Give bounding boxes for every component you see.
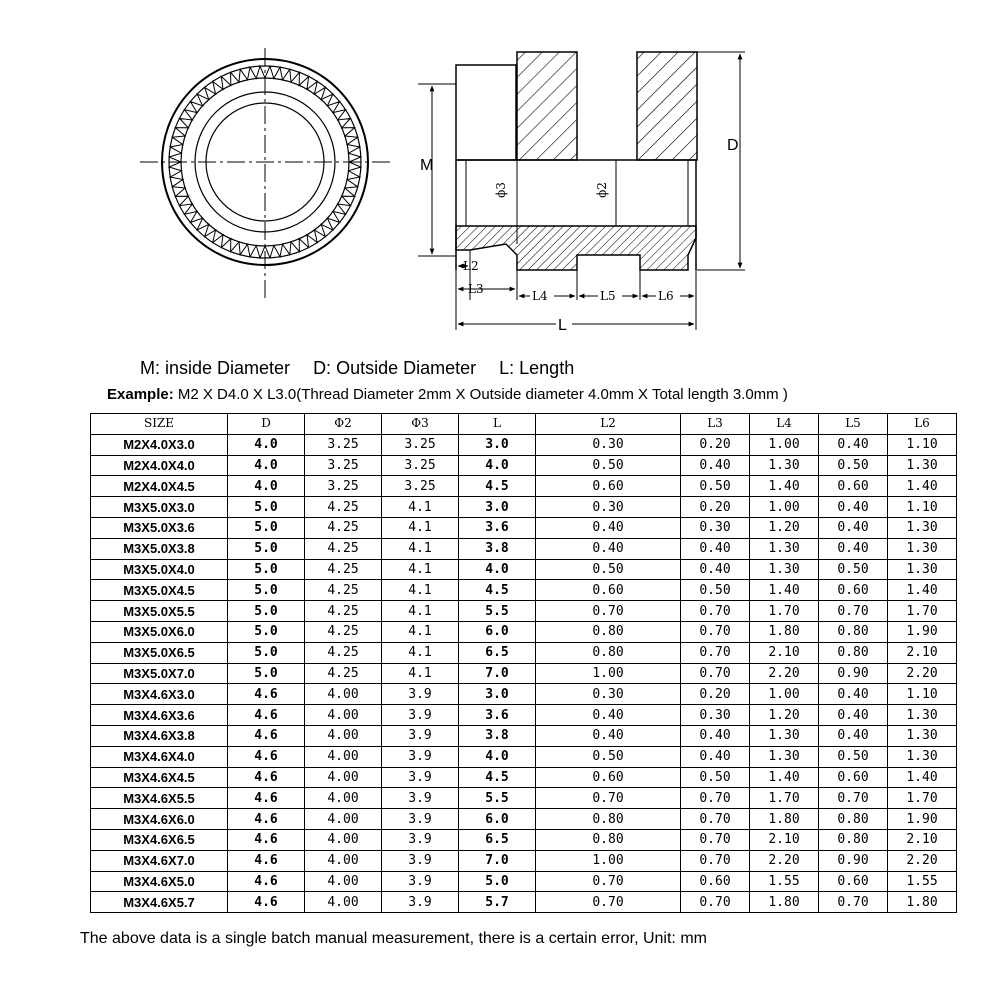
table-cell: 0.60 — [819, 476, 888, 497]
table-cell: 1.30 — [888, 455, 957, 476]
table-cell: 0.40 — [681, 559, 750, 580]
table-cell: 1.00 — [536, 663, 681, 684]
column-header: L6 — [888, 414, 957, 435]
table-cell: 0.70 — [536, 892, 681, 913]
table-cell: 0.60 — [536, 476, 681, 497]
table-row — [91, 455, 957, 476]
table-cell: M3X5.0X7.0 — [91, 663, 228, 684]
table-row — [91, 788, 957, 809]
table-cell: 2.10 — [888, 642, 957, 663]
table-cell: 1.30 — [750, 455, 819, 476]
legend — [140, 358, 592, 379]
table-body — [91, 434, 957, 912]
table-cell: 1.30 — [888, 725, 957, 746]
table-cell: 5.0 — [228, 663, 305, 684]
table-cell: 2.20 — [750, 850, 819, 871]
table-cell: 4.6 — [228, 788, 305, 809]
column-header: L3 — [681, 414, 750, 435]
table-cell: 0.60 — [536, 767, 681, 788]
table-cell: 0.40 — [819, 434, 888, 455]
table-cell: 3.6 — [459, 517, 536, 538]
table-cell: 0.40 — [819, 538, 888, 559]
table-cell: M3X4.6X3.8 — [91, 725, 228, 746]
table-cell: 6.5 — [459, 642, 536, 663]
table-cell: 3.25 — [382, 455, 459, 476]
table-cell: 3.8 — [459, 538, 536, 559]
table-cell: 0.20 — [681, 684, 750, 705]
M-label: M — [420, 157, 434, 174]
column-header: L — [459, 414, 536, 435]
table-cell: 1.80 — [750, 892, 819, 913]
table-cell: 1.20 — [750, 517, 819, 538]
table-cell: 7.0 — [459, 663, 536, 684]
table-cell: 0.30 — [681, 705, 750, 726]
table-cell: 4.6 — [228, 850, 305, 871]
table-row — [91, 767, 957, 788]
table-cell: 4.6 — [228, 829, 305, 850]
column-header: L4 — [750, 414, 819, 435]
table-cell: 1.55 — [888, 871, 957, 892]
table-cell: 1.40 — [888, 767, 957, 788]
table-cell: 0.40 — [681, 746, 750, 767]
table-cell: 6.0 — [459, 809, 536, 830]
table-cell: 0.60 — [819, 767, 888, 788]
table-cell: 1.90 — [888, 809, 957, 830]
table-cell: 4.5 — [459, 767, 536, 788]
table-row — [91, 871, 957, 892]
table-cell: 1.40 — [750, 767, 819, 788]
table-cell: 2.20 — [888, 663, 957, 684]
table-cell: 1.30 — [750, 746, 819, 767]
table-cell: 0.40 — [819, 725, 888, 746]
table-cell: 0.60 — [681, 871, 750, 892]
table-cell: 6.5 — [459, 829, 536, 850]
table-cell: 4.25 — [305, 497, 382, 518]
table-cell: 0.70 — [681, 892, 750, 913]
table-row — [91, 601, 957, 622]
table-cell: 1.30 — [888, 538, 957, 559]
table-cell: 2.10 — [750, 829, 819, 850]
table-cell: 5.0 — [228, 497, 305, 518]
table-cell: 4.00 — [305, 767, 382, 788]
table-cell: 3.8 — [459, 725, 536, 746]
table-cell: 3.25 — [305, 434, 382, 455]
table-cell: M3X5.0X6.0 — [91, 621, 228, 642]
table-cell: 4.1 — [382, 642, 459, 663]
table-cell: 0.60 — [819, 871, 888, 892]
table-cell: 4.1 — [382, 601, 459, 622]
table-cell: 0.30 — [536, 434, 681, 455]
table-cell: 4.6 — [228, 892, 305, 913]
legend-m: M: inside Diameter — [140, 358, 291, 378]
table-cell: 0.70 — [681, 642, 750, 663]
table-cell: 4.25 — [305, 517, 382, 538]
table-cell: 0.80 — [536, 621, 681, 642]
table-cell: 1.30 — [750, 725, 819, 746]
table-cell: M3X4.6X5.5 — [91, 788, 228, 809]
table-cell: 0.30 — [681, 517, 750, 538]
table-cell: 4.25 — [305, 663, 382, 684]
table-cell: 1.80 — [888, 892, 957, 913]
table-cell: 4.00 — [305, 684, 382, 705]
table-row — [91, 580, 957, 601]
table-cell: M3X5.0X3.6 — [91, 517, 228, 538]
table-cell: 0.50 — [819, 559, 888, 580]
table-cell: 1.30 — [888, 517, 957, 538]
table-cell: 3.0 — [459, 434, 536, 455]
table-row — [91, 517, 957, 538]
L4-label: L4 — [532, 289, 548, 303]
table-cell: 4.25 — [305, 580, 382, 601]
table-cell: 4.0 — [228, 476, 305, 497]
table-cell: 4.0 — [459, 559, 536, 580]
phi2-label: ϕ2 — [595, 182, 609, 198]
column-header: Φ3 — [382, 414, 459, 435]
table-cell: M3X4.6X3.0 — [91, 684, 228, 705]
example-label: Example: — [107, 386, 174, 403]
table-cell: M3X4.6X4.0 — [91, 746, 228, 767]
hatched-bottom-web — [456, 226, 696, 270]
table-cell: 5.0 — [459, 871, 536, 892]
spec-table — [90, 413, 957, 913]
example-text: M2 X D4.0 X L3.0(Thread Diameter 2mm X Outside diameter 4.0mm X Total length 3.0mm ) — [173, 386, 788, 403]
table-cell: 4.25 — [305, 642, 382, 663]
table-cell: 1.70 — [750, 601, 819, 622]
table-cell: 4.0 — [459, 746, 536, 767]
table-cell: 1.90 — [888, 621, 957, 642]
table-cell: 3.6 — [459, 705, 536, 726]
table-row — [91, 559, 957, 580]
L2-label: L2 — [463, 259, 479, 273]
table-cell: 4.1 — [382, 663, 459, 684]
table-row — [91, 621, 957, 642]
table-cell: 4.1 — [382, 497, 459, 518]
table-cell: 0.40 — [536, 725, 681, 746]
table-cell: 1.70 — [888, 601, 957, 622]
table-row — [91, 892, 957, 913]
table-cell: 4.1 — [382, 538, 459, 559]
table-cell: 5.5 — [459, 788, 536, 809]
table-row — [91, 809, 957, 830]
table-cell: M2X4.0X4.0 — [91, 455, 228, 476]
table-cell: M3X5.0X4.0 — [91, 559, 228, 580]
table-cell: 1.10 — [888, 497, 957, 518]
table-cell: 5.7 — [459, 892, 536, 913]
table-cell: 1.70 — [888, 788, 957, 809]
table-cell: 0.20 — [681, 497, 750, 518]
table-cell: 0.50 — [681, 580, 750, 601]
L-label: L — [558, 317, 567, 334]
table-row — [91, 705, 957, 726]
table-cell: 4.25 — [305, 621, 382, 642]
table-row — [91, 642, 957, 663]
table-cell: 4.00 — [305, 725, 382, 746]
flange-outline — [456, 65, 516, 160]
table-cell: 4.0 — [459, 455, 536, 476]
table-cell: M3X4.6X7.0 — [91, 850, 228, 871]
table-cell: 0.20 — [681, 434, 750, 455]
table-cell: 2.20 — [750, 663, 819, 684]
table-row — [91, 538, 957, 559]
table-cell: 3.9 — [382, 809, 459, 830]
legend-d: D: Outside Diameter — [313, 358, 477, 378]
table-header-row — [91, 414, 957, 435]
table-cell: 0.70 — [536, 788, 681, 809]
table-cell: 0.70 — [681, 621, 750, 642]
table-cell: 1.10 — [888, 434, 957, 455]
table-cell: 4.0 — [228, 434, 305, 455]
table-cell: 0.80 — [819, 642, 888, 663]
table-cell: 5.0 — [228, 621, 305, 642]
table-cell: 3.25 — [382, 434, 459, 455]
table-cell: 0.40 — [536, 538, 681, 559]
section-view — [418, 52, 745, 334]
table-cell: 4.00 — [305, 871, 382, 892]
table-cell: 5.0 — [228, 538, 305, 559]
table-cell: 4.5 — [459, 580, 536, 601]
table-row — [91, 829, 957, 850]
table-cell: 0.70 — [681, 601, 750, 622]
table-cell: 0.40 — [536, 517, 681, 538]
table-cell: 0.40 — [819, 517, 888, 538]
table-cell: 1.80 — [750, 809, 819, 830]
table-cell: 0.70 — [681, 850, 750, 871]
table-cell: 3.25 — [305, 476, 382, 497]
table-cell: 0.70 — [536, 871, 681, 892]
table-cell: 3.9 — [382, 767, 459, 788]
table-cell: 4.00 — [305, 850, 382, 871]
table-cell: 0.50 — [681, 476, 750, 497]
table-cell: 4.25 — [305, 538, 382, 559]
table-cell: 0.30 — [536, 497, 681, 518]
table-cell: 4.6 — [228, 725, 305, 746]
table-cell: M3X4.6X6.5 — [91, 829, 228, 850]
table-cell: 0.70 — [536, 601, 681, 622]
column-header: SIZE — [91, 414, 228, 435]
table-cell: 1.30 — [888, 746, 957, 767]
table-cell: 5.0 — [228, 601, 305, 622]
table-cell: 5.0 — [228, 580, 305, 601]
legend-l: L: Length — [499, 358, 575, 378]
end-view — [140, 48, 390, 300]
table-cell: 4.6 — [228, 871, 305, 892]
table-cell: M3X5.0X3.8 — [91, 538, 228, 559]
phi3-label: ϕ3 — [494, 182, 508, 198]
table-cell: 1.30 — [888, 705, 957, 726]
table-cell: 1.55 — [750, 871, 819, 892]
table-cell: 2.10 — [750, 642, 819, 663]
table-cell: 0.70 — [819, 601, 888, 622]
table-cell: 4.6 — [228, 746, 305, 767]
table-cell: 3.9 — [382, 684, 459, 705]
table-cell: 3.9 — [382, 850, 459, 871]
table-cell: 2.20 — [888, 850, 957, 871]
table-cell: M3X4.6X4.5 — [91, 767, 228, 788]
table-cell: 0.50 — [536, 559, 681, 580]
example-line — [107, 386, 788, 403]
table-cell: 0.40 — [819, 684, 888, 705]
table-cell: 4.00 — [305, 829, 382, 850]
L5-label: L5 — [600, 289, 616, 303]
table-cell: 4.1 — [382, 517, 459, 538]
column-header: L5 — [819, 414, 888, 435]
table-cell: 1.00 — [750, 434, 819, 455]
table-row — [91, 476, 957, 497]
table-cell: 4.00 — [305, 892, 382, 913]
table-row — [91, 850, 957, 871]
table-cell: 5.5 — [459, 601, 536, 622]
table-cell: 1.70 — [750, 788, 819, 809]
L6-label: L6 — [658, 289, 674, 303]
table-cell: 0.70 — [819, 788, 888, 809]
table-cell: 0.70 — [681, 663, 750, 684]
table-cell: 0.50 — [536, 746, 681, 767]
column-header: D — [228, 414, 305, 435]
table-cell: 1.00 — [536, 850, 681, 871]
table-cell: 4.5 — [459, 476, 536, 497]
table-cell: 1.20 — [750, 705, 819, 726]
table-cell: 3.9 — [382, 705, 459, 726]
table-cell: M3X4.6X3.6 — [91, 705, 228, 726]
table-cell: 3.9 — [382, 892, 459, 913]
table-row — [91, 746, 957, 767]
table-cell: 1.30 — [888, 559, 957, 580]
table-cell: M3X5.0X5.5 — [91, 601, 228, 622]
table-cell: 3.9 — [382, 788, 459, 809]
table-cell: 0.80 — [819, 829, 888, 850]
hatched-block-left — [517, 52, 577, 160]
table-cell: 4.6 — [228, 705, 305, 726]
table-cell: M2X4.0X4.5 — [91, 476, 228, 497]
table-cell: 0.40 — [681, 538, 750, 559]
table-cell: 0.80 — [819, 809, 888, 830]
table-cell: 0.40 — [681, 455, 750, 476]
D-label: D — [727, 137, 739, 154]
table-cell: 3.9 — [382, 871, 459, 892]
table-cell: 0.80 — [819, 621, 888, 642]
table-cell: 1.10 — [888, 684, 957, 705]
table-cell: 3.9 — [382, 829, 459, 850]
table-cell: M3X4.6X6.0 — [91, 809, 228, 830]
table-cell: 1.40 — [750, 476, 819, 497]
table-cell: 3.25 — [382, 476, 459, 497]
table-row — [91, 684, 957, 705]
table-cell: 1.40 — [750, 580, 819, 601]
table-cell: M3X5.0X3.0 — [91, 497, 228, 518]
table-cell: 4.25 — [305, 559, 382, 580]
table-cell: 2.10 — [888, 829, 957, 850]
table-cell: 0.80 — [536, 809, 681, 830]
table-row — [91, 663, 957, 684]
table-cell: 4.6 — [228, 767, 305, 788]
table-cell: 1.30 — [750, 559, 819, 580]
table-cell: 4.0 — [228, 455, 305, 476]
table-cell: 1.00 — [750, 684, 819, 705]
footnote: The above data is a single batch manual measurement, there is a certain error, Unit: mm — [80, 930, 707, 947]
table-cell: 4.00 — [305, 788, 382, 809]
table-cell: 0.80 — [536, 642, 681, 663]
table-cell: 0.40 — [819, 705, 888, 726]
table-cell: 3.25 — [305, 455, 382, 476]
table-cell: 7.0 — [459, 850, 536, 871]
table-cell: 4.25 — [305, 601, 382, 622]
table-cell: 0.40 — [681, 725, 750, 746]
table-cell: 1.40 — [888, 476, 957, 497]
table-cell: 6.0 — [459, 621, 536, 642]
table-cell: 4.6 — [228, 809, 305, 830]
hatched-block-right — [637, 52, 697, 160]
table-cell: 0.60 — [819, 580, 888, 601]
table-cell: 0.70 — [681, 829, 750, 850]
table-cell: 4.1 — [382, 621, 459, 642]
table-cell: 1.80 — [750, 621, 819, 642]
table-cell: 1.40 — [888, 580, 957, 601]
table-cell: 0.40 — [536, 705, 681, 726]
table-cell: M3X5.0X4.5 — [91, 580, 228, 601]
table-cell: 0.70 — [681, 788, 750, 809]
table-cell: M3X4.6X5.0 — [91, 871, 228, 892]
table-cell: 0.70 — [819, 892, 888, 913]
table-cell: 5.0 — [228, 517, 305, 538]
table-cell: 5.0 — [228, 559, 305, 580]
table-cell: 0.50 — [819, 746, 888, 767]
table-cell: 0.50 — [536, 455, 681, 476]
table-row — [91, 434, 957, 455]
table-cell: 3.9 — [382, 725, 459, 746]
table-cell: 0.60 — [536, 580, 681, 601]
table-cell: M3X5.0X6.5 — [91, 642, 228, 663]
table-cell: M3X4.6X5.7 — [91, 892, 228, 913]
table-cell: 3.9 — [382, 746, 459, 767]
table-cell: 4.1 — [382, 580, 459, 601]
table-cell: 0.30 — [536, 684, 681, 705]
table-cell: 3.0 — [459, 497, 536, 518]
table-cell: 3.0 — [459, 684, 536, 705]
table-row — [91, 497, 957, 518]
table-cell: 4.00 — [305, 809, 382, 830]
table-cell: 1.30 — [750, 538, 819, 559]
table-cell: 1.00 — [750, 497, 819, 518]
table-cell: 0.90 — [819, 850, 888, 871]
table-cell: 4.00 — [305, 705, 382, 726]
table-cell: 4.00 — [305, 746, 382, 767]
table-cell: 4.1 — [382, 559, 459, 580]
table-row — [91, 725, 957, 746]
table-cell: 0.50 — [681, 767, 750, 788]
table-cell: 0.70 — [681, 809, 750, 830]
column-header: L2 — [536, 414, 681, 435]
insert-technical-drawing — [0, 0, 1000, 345]
table-cell: 0.90 — [819, 663, 888, 684]
column-header: Φ2 — [305, 414, 382, 435]
table-cell: 0.50 — [819, 455, 888, 476]
table-cell: 0.40 — [819, 497, 888, 518]
table-cell: M2X4.0X3.0 — [91, 434, 228, 455]
table-cell: 5.0 — [228, 642, 305, 663]
table-cell: 0.80 — [536, 829, 681, 850]
table-cell: 4.6 — [228, 684, 305, 705]
L3-label: L3 — [468, 282, 484, 296]
